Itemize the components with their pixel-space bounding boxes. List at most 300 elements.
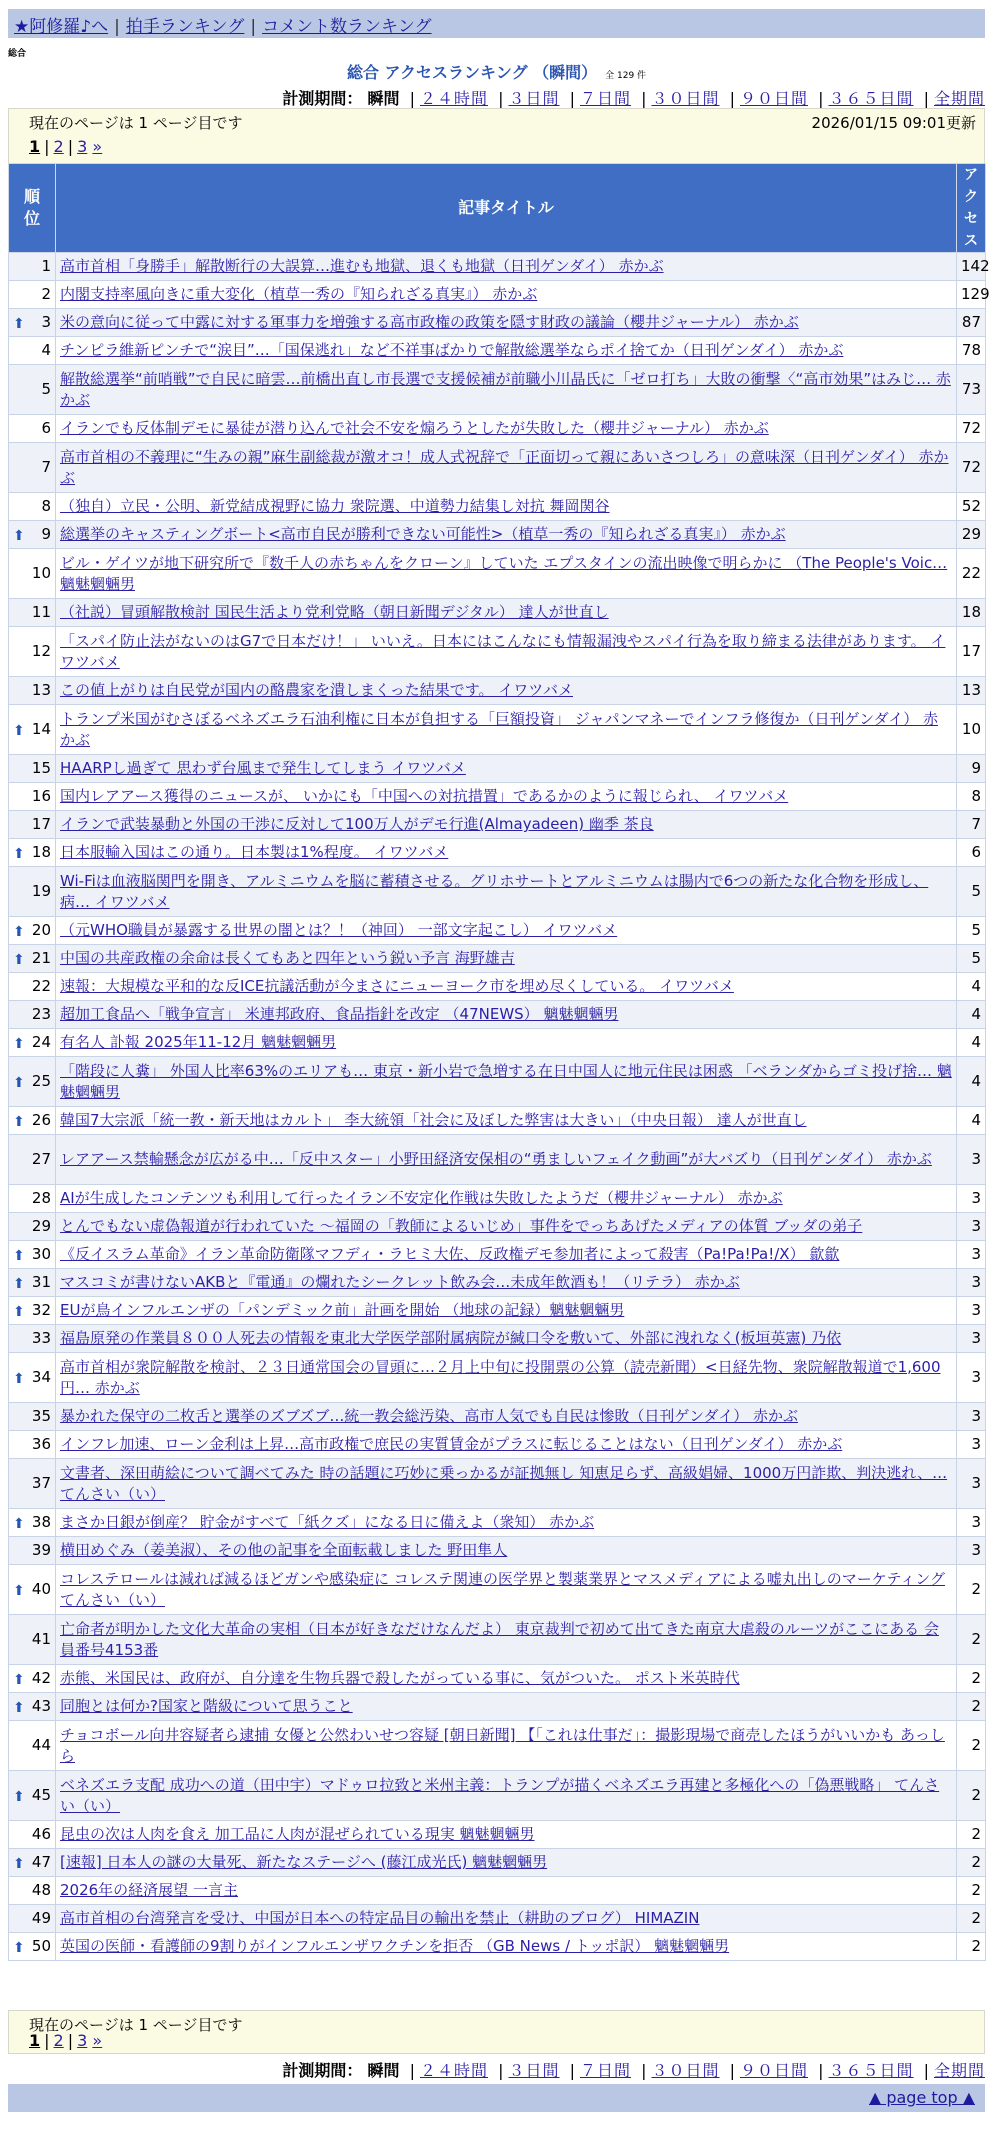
table-row	[9, 1057, 986, 1107]
title-cell	[56, 521, 957, 549]
pager-next[interactable]: »	[92, 2031, 103, 2050]
period-option-3d[interactable]: ３日間	[508, 89, 560, 108]
period-option-7d[interactable]: ７日間	[579, 89, 631, 108]
period-selected: 瞬間	[367, 89, 400, 108]
page-top-link[interactable]: ▲ page top ▲	[868, 2088, 975, 2107]
rank-number: 10	[31, 564, 51, 582]
period-option-365d[interactable]: ３６５日間	[828, 2061, 914, 2080]
rank-cell	[9, 1693, 56, 1721]
period-option-all[interactable]: 全期間	[933, 2061, 985, 2080]
title-cell	[56, 1821, 957, 1849]
up-arrow-icon: ⬆	[13, 1515, 25, 1532]
nav-separator: |	[114, 17, 120, 37]
rank-cell	[9, 973, 56, 1001]
rank-number: 45	[31, 1786, 51, 1804]
table-row	[9, 677, 986, 705]
title-cell	[56, 867, 957, 917]
article-link[interactable]: 福島原発の作業員８００人死去の情報を東北大学医学部附属病院が緘口令を敷いて、外部に洩れなく(板垣英憲) 乃依	[60, 1329, 842, 1347]
rank-number: 4	[41, 341, 51, 359]
rank-number: 22	[31, 977, 51, 995]
rank-number: 11	[31, 603, 51, 621]
table-row	[9, 415, 986, 443]
up-arrow-icon: ⬆	[13, 1370, 25, 1387]
rank-cell	[9, 549, 56, 599]
bottom-bar	[8, 2084, 985, 2112]
table-row	[9, 1135, 986, 1185]
pager-top: 1 | 2 | 3 »	[29, 137, 103, 156]
title-cell	[56, 1297, 957, 1325]
access-count: 4	[957, 1057, 986, 1107]
table-row	[9, 1615, 986, 1665]
rank-cell	[9, 1905, 56, 1933]
pager-next[interactable]: »	[92, 137, 103, 156]
rank-cell	[9, 1135, 56, 1185]
title-cell	[56, 1509, 957, 1537]
access-count: 72	[957, 415, 986, 443]
table-row	[9, 1213, 986, 1241]
table-row	[9, 1241, 986, 1269]
article-link[interactable]: （社説）冒頭解散検討 国民生活より党利党略（朝日新聞デジタル） 達人が世直し	[60, 603, 609, 621]
title-cell	[56, 917, 957, 945]
period-selector-bottom: 計測期間： 瞬間 | ２４時間 | ３日間 | ７日間 | ３０日間 | ９０日間 | ３６５日間 | 全期間	[282, 2061, 985, 2080]
title-cell	[56, 1431, 957, 1459]
rank-cell	[9, 1297, 56, 1325]
table-row	[9, 945, 986, 973]
up-arrow-icon: ⬆	[13, 1275, 25, 1292]
rank-cell	[9, 1459, 56, 1509]
ranking-table-body	[9, 253, 990, 1961]
category-label: 総合	[8, 49, 27, 59]
access-count: 8	[957, 783, 986, 811]
article-link[interactable]: イランでも反体制デモに暴徒が潜り込んで社会不安を煽ろうとしたが失敗した（櫻井ジャーナル） 赤かぶ	[60, 419, 769, 437]
rank-cell	[9, 1565, 56, 1615]
rank-cell	[9, 1431, 56, 1459]
table-row	[9, 365, 986, 415]
rank-cell	[9, 365, 56, 415]
article-link[interactable]: 中国の共産政権の余命は長くてもあと四年という鋭い予言 海野雄吉	[60, 949, 515, 967]
article-link[interactable]: 国内レアアース獲得のニュースが、 いかにも「中国への対抗措置」であるかのように報じられ、 イワツバメ	[60, 787, 789, 805]
access-count: 78	[957, 337, 986, 365]
rank-cell	[9, 1107, 56, 1135]
ranking-table	[8, 163, 990, 1961]
article-link[interactable]: 「階段に人糞」 外国人比率63%のエリアも… 東京・新小岩で急増する在日中国人に地元住民は困惑 「ベランダからゴミ投げ捨… 魑魅魍魎男	[60, 1061, 952, 1101]
up-arrow-icon: ⬆	[13, 1074, 25, 1091]
rank-number: 18	[31, 843, 51, 861]
rank-number: 30	[31, 1245, 51, 1263]
access-count: 2	[957, 1693, 986, 1721]
access-count: 52	[957, 493, 986, 521]
period-selected: 瞬間	[367, 2061, 400, 2080]
period-option-24h[interactable]: ２４時間	[419, 89, 488, 108]
title-cell	[56, 493, 957, 521]
rank-number: 44	[31, 1736, 51, 1754]
rank-number: 3	[41, 313, 51, 331]
title-cell	[56, 755, 957, 783]
article-link[interactable]: HAARPし過ぎて 思わず台風まで発生してしまう イワツバメ	[60, 759, 466, 777]
title-cell	[56, 1107, 957, 1135]
rank-number: 39	[31, 1541, 51, 1559]
article-link[interactable]: コレステロールは減れば減るほどガンや感染症に コレステ関連の医学界と製薬業界とマスメディアによる嘘丸出しのマーケティング てんさい（い）	[60, 1569, 945, 1609]
rank-number: 7	[41, 458, 51, 476]
article-link[interactable]: （元WHO職員が暴露する世界の闇とは？！（神回） 一部文字起こし） イワツバメ	[60, 921, 618, 939]
rank-number: 13	[31, 681, 51, 699]
up-arrow-icon: ⬆	[13, 1035, 25, 1052]
period-option-30d[interactable]: ３０日間	[651, 89, 720, 108]
article-link[interactable]: 文書者、深田萌絵について調べてみた 時の話題に巧妙に乗っかるが証拠無し 知恵足らず、高級娼婦、1000万円詐欺、判決逃れ、… てんさい（い）	[60, 1463, 948, 1503]
access-count: 4	[957, 1001, 986, 1029]
title-cell	[56, 253, 957, 281]
article-link[interactable]: チョコボール向井容疑者ら逮捕 女優と公然わいせつ容疑 [朝日新聞] 【「これは仕事だ」：撮影現場で商売したほうがいいかも あっしら	[60, 1725, 945, 1765]
period-option-24h[interactable]: ２４時間	[419, 2061, 488, 2080]
access-count: 2	[957, 1615, 986, 1665]
article-link[interactable]: 韓国7大宗派「統一教・新天地はカルト」 李大統領「社会に及ぼした弊害は大きい」（中央日報） 達人が世直し	[60, 1111, 807, 1129]
article-link[interactable]: 横田めぐみ（姜美淑）、その他の記事を全面転載しました 野田隼人	[60, 1541, 508, 1559]
rank-number: 1	[41, 257, 51, 275]
article-link[interactable]: ビル・ゲイツが地下研究所で『数千人の赤ちゃんをクローン』していた エプスタインの流出映像で明らかに （The People's Voic… 魑魅魍魎男	[60, 553, 948, 593]
access-count: 7	[957, 811, 986, 839]
rank-cell	[9, 1821, 56, 1849]
access-count: 2	[957, 1877, 986, 1905]
rank-number: 37	[31, 1474, 51, 1492]
article-link[interactable]: マスコミが書けないAKBと『電通』の爛れたシークレット飲み会…未成年飲酒も！（リテラ） 赤かぶ	[60, 1273, 740, 1291]
rank-cell	[9, 1269, 56, 1297]
period-option-365d[interactable]: ３６５日間	[828, 89, 914, 108]
access-count: 4	[957, 973, 986, 1001]
title-cell	[56, 627, 957, 677]
rank-cell	[9, 337, 56, 365]
rank-cell	[9, 783, 56, 811]
access-count: 3	[957, 1135, 986, 1185]
title-cell	[56, 1325, 957, 1353]
access-count: 142	[957, 253, 986, 281]
rank-number: 23	[31, 1005, 51, 1023]
article-link[interactable]: 米の意向に従って中露に対する軍事力を増強する高市政権の政策を隠す財政の議論（櫻井ジャーナル） 赤かぶ	[60, 313, 799, 331]
rank-number: 29	[31, 1217, 51, 1235]
title-cell	[56, 281, 957, 309]
access-count: 3	[957, 1431, 986, 1459]
page-info-bottom	[8, 2010, 985, 2054]
rank-number: 28	[31, 1189, 51, 1207]
article-link[interactable]: まさか日銀が倒産？ 貯金がすべて「紙クズ」になる日に備えよ（衆知） 赤かぶ	[60, 1513, 595, 1531]
title-cell	[56, 1057, 957, 1107]
title-cell	[56, 1459, 957, 1509]
article-link[interactable]: 亡命者が明かした文化大革命の実相（日本が好きなだけなんだよ） 東京裁判で初めて出てきた南京大虐殺のルーツがここにある 会員番号4153番	[60, 1619, 939, 1659]
access-count: 87	[957, 309, 986, 337]
article-link[interactable]: レアアース禁輸懸念が広がる中…「反中スター」小野田経済安保相の“勇ましいフェイク動画”が大バズり（日刊ゲンダイ） 赤かぶ	[60, 1150, 932, 1168]
rank-cell	[9, 1849, 56, 1877]
rank-cell	[9, 1001, 56, 1029]
up-arrow-icon: ⬆	[13, 923, 25, 940]
rank-cell	[9, 755, 56, 783]
table-row	[9, 1269, 986, 1297]
rank-cell	[9, 1185, 56, 1213]
table-row	[9, 1509, 986, 1537]
table-row	[9, 1297, 986, 1325]
title-cell	[56, 1933, 957, 1961]
access-count: 2	[957, 1821, 986, 1849]
article-link[interactable]: この値上がりは自民党が国内の酪農家を潰しまくった結果です。 イワツバメ	[60, 681, 573, 699]
title-cell	[56, 1185, 957, 1213]
total-count: 全 129 件	[605, 71, 647, 81]
up-arrow-icon: ⬆	[13, 1303, 25, 1320]
rank-number: 12	[31, 642, 51, 660]
table-row	[9, 1905, 986, 1933]
article-link[interactable]: トランプ米国がむさぼるベネズエラ石油利権に日本が負担する「巨額投資」 ジャパンマネーでインフラ修復か（日刊ゲンダイ） 赤かぶ	[60, 709, 939, 749]
table-row	[9, 309, 986, 337]
rank-cell	[9, 1771, 56, 1821]
rank-cell	[9, 521, 56, 549]
period-option-30d[interactable]: ３０日間	[651, 2061, 720, 2080]
rank-number: 21	[31, 949, 51, 967]
access-count: 3	[957, 1537, 986, 1565]
article-link[interactable]: 昆虫の次は人肉を食え 加工品に人肉が混ぜられている現実 魑魅魍魎男	[60, 1825, 535, 1843]
rank-cell	[9, 1665, 56, 1693]
rank-number: 31	[31, 1273, 51, 1291]
article-link[interactable]: 同胞とは何か?国家と階級について思うこと	[60, 1697, 353, 1715]
article-link[interactable]: 超加工食品へ「戦争宣言」 米連邦政府、食品指針を改定 （47NEWS） 魑魅魍魎男	[60, 1005, 619, 1023]
pager-link-3[interactable]: 3	[77, 2031, 88, 2050]
rank-cell	[9, 1325, 56, 1353]
up-arrow-icon: ⬆	[13, 527, 25, 544]
access-count: 3	[957, 1241, 986, 1269]
table-row	[9, 443, 986, 493]
article-link[interactable]: 英国の医師・看護師の9割りがインフルエンザワクチンを拒否 （GB News / トッポ訳） 魑魅魍魎男	[60, 1937, 730, 1955]
rank-number: 49	[31, 1909, 51, 1927]
article-link[interactable]: 解散総選挙“前哨戦”で自民に暗雲…前橋出直し市長選で支援候補が前職小川晶氏に「ゼロ打ち」大敗の衝撃〈“高市効果”はみじ… 赤かぶ	[60, 369, 951, 409]
period-option-7d[interactable]: ７日間	[579, 2061, 631, 2080]
access-count: 72	[957, 443, 986, 493]
table-row	[9, 549, 986, 599]
article-link[interactable]: （独自）立民・公明、新党結成視野に協力 衆院選、中道勢力結集し対抗 舞岡関谷	[60, 497, 610, 515]
access-count: 3	[957, 1509, 986, 1537]
access-count: 3	[957, 1353, 986, 1403]
table-row	[9, 1325, 986, 1353]
access-count: 2	[957, 1665, 986, 1693]
table-row	[9, 917, 986, 945]
pager-link-2[interactable]: 2	[53, 2031, 64, 2050]
rank-cell	[9, 1721, 56, 1771]
table-row	[9, 1537, 986, 1565]
access-count: 3	[957, 1459, 986, 1509]
current-page-text: 現在のページは 1 ページ目です	[29, 114, 243, 132]
table-row	[9, 1877, 986, 1905]
rank-number: 17	[31, 815, 51, 833]
column-header-access: アクセス	[957, 164, 986, 253]
title-cell	[56, 1029, 957, 1057]
article-link[interactable]: とんでもない虚偽報道が行われていた ～福岡の「教師によるいじめ」事件をでっちあげたメディアの体質 ブッダの弟子	[60, 1217, 863, 1235]
article-link[interactable]: 2026年の経済展望 一言主	[60, 1881, 238, 1899]
nav-link-clap-ranking[interactable]: 拍手ランキング	[125, 17, 245, 37]
up-arrow-icon: ⬆	[13, 951, 25, 968]
table-row	[9, 253, 986, 281]
article-link[interactable]: EUが鳥インフルエンザの「パンデミック前」計画を開始 （地球の記録）魑魅魍魎男	[60, 1301, 625, 1319]
updated-time: 2026/01/15 09:01更新	[811, 114, 976, 132]
rank-number: 20	[31, 921, 51, 939]
article-link[interactable]: 内閣支持率風向きに重大変化（植草一秀の『知られざる真実』） 赤かぶ	[60, 285, 538, 303]
rank-number: 47	[31, 1853, 51, 1871]
rank-number: 14	[31, 720, 51, 738]
title-cell	[56, 365, 957, 415]
title-cell	[56, 1213, 957, 1241]
table-row	[9, 811, 986, 839]
rank-cell	[9, 1213, 56, 1241]
table-row	[9, 337, 986, 365]
access-count: 17	[957, 627, 986, 677]
title-cell	[56, 337, 957, 365]
nav-link-comment-ranking[interactable]: コメント数ランキング	[262, 17, 432, 37]
table-row	[9, 1565, 986, 1615]
title-cell	[56, 599, 957, 627]
article-link[interactable]: AIが生成したコンテンツも利用して行ったイラン不安定化作戦は失敗したようだ（櫻井ジャーナル） 赤かぶ	[60, 1189, 783, 1207]
access-count: 2	[957, 1771, 986, 1821]
table-row	[9, 1353, 986, 1403]
article-link[interactable]: 高市首相の台湾発言を受け、中国が日本への特定品目の輸出を禁止（耕助のブログ） HIMAZIN	[60, 1909, 700, 1927]
rank-number: 36	[31, 1435, 51, 1453]
up-arrow-icon: ⬆	[13, 1582, 25, 1599]
up-arrow-icon: ⬆	[13, 845, 25, 862]
access-count: 22	[957, 549, 986, 599]
rank-number: 26	[31, 1111, 51, 1129]
article-link[interactable]: イランで武装暴動と外国の干渉に反対して100万人がデモ行進(Almayadeen) 幽季 茶良	[60, 815, 654, 833]
rank-number: 46	[31, 1825, 51, 1843]
rank-number: 35	[31, 1407, 51, 1425]
article-link[interactable]: 《反イスラム革命》イラン革命防衛隊マフディ・ラヒミ大佐、反政権デモ参加者によって殺害（Pa!Pa!Pa!/X） 歙歙	[60, 1245, 840, 1263]
page-info-top	[8, 108, 985, 164]
period-option-90d[interactable]: ９０日間	[739, 89, 808, 108]
article-link[interactable]: 赤熊、米国民は、政府が、自分達を生物兵器で殺したがっている事に、気がついた。 ポスト米英時代	[60, 1669, 740, 1687]
article-link[interactable]: 総選挙のキャスティングボート<高市自民が勝利できない可能性>（植草一秀の『知られざる真実』） 赤かぶ	[60, 525, 786, 543]
access-count: 4	[957, 1029, 986, 1057]
rank-number: 24	[31, 1033, 51, 1051]
table-row	[9, 1403, 986, 1431]
pager-bottom: 1 | 2 | 3 »	[29, 2031, 103, 2050]
rank-cell	[9, 811, 56, 839]
article-link[interactable]: 「スパイ防止法がないのはG7で日本だけ！」 いいえ。日本にはこんなにも情報漏洩やスパイ行為を取り締まる法律があります。 イワツバメ	[60, 631, 946, 671]
rank-cell	[9, 281, 56, 309]
article-link[interactable]: 高市首相が衆院解散を検討、２３日通常国会の冒頭に…２月上中旬に投開票の公算（読売新聞）<日経先物、衆院解散報道で1,600円… 赤かぶ	[60, 1357, 941, 1397]
rank-number: 42	[31, 1669, 51, 1687]
article-link[interactable]: 日本服輸入国はこの通り。日本製は1%程度。 イワツバメ	[60, 843, 449, 861]
table-row	[9, 1821, 986, 1849]
article-link[interactable]: チンピラ維新ピンチで“涙目”…「国保逃れ」など不祥事ばかりで解散総選挙ならポイ捨てか（日刊ゲンダイ） 赤かぶ	[60, 341, 844, 359]
period-option-all[interactable]: 全期間	[933, 89, 985, 108]
period-option-90d[interactable]: ９０日間	[739, 2061, 808, 2080]
access-count: 2	[957, 1721, 986, 1771]
period-option-3d[interactable]: ３日間	[508, 2061, 560, 2080]
table-row	[9, 867, 986, 917]
title-cell	[56, 1693, 957, 1721]
title-cell	[56, 811, 957, 839]
table-row	[9, 1185, 986, 1213]
rank-cell	[9, 1537, 56, 1565]
pager-link-3[interactable]: 3	[77, 137, 88, 156]
access-count: 5	[957, 917, 986, 945]
access-count: 10	[957, 705, 986, 755]
rank-cell	[9, 443, 56, 493]
top-nav-bar	[8, 9, 985, 38]
article-link[interactable]: 速報：大規模な平和的な反ICE抗議活動が今まさにニューヨーク市を埋め尽くしている。 イワツバメ	[60, 977, 734, 995]
table-row	[9, 839, 986, 867]
current-page-text: 現在のページは 1 ページ目です	[29, 2016, 243, 2034]
article-link[interactable]: 高市首相「身勝手」解散断行の大誤算…進むも地獄、退くも地獄（日刊ゲンダイ） 赤かぶ	[60, 257, 664, 275]
period-selector-top: 計測期間： 瞬間 | ２４時間 | ３日間 | ７日間 | ３０日間 | ９０日間 | ３６５日間 | 全期間	[282, 89, 985, 108]
title-cell	[56, 705, 957, 755]
table-row	[9, 521, 986, 549]
title-cell	[56, 309, 957, 337]
rank-number: 6	[41, 419, 51, 437]
up-arrow-icon: ⬆	[13, 1113, 25, 1130]
rank-cell	[9, 867, 56, 917]
access-count: 13	[957, 677, 986, 705]
article-link[interactable]: 高市首相の不義理に“生みの親”麻生副総裁が激オコ！成人式祝辞で「正面切って親にあいさつしろ」の意味深（日刊ゲンダイ） 赤かぶ	[60, 447, 949, 487]
article-link[interactable]: [速報] 日本人の謎の大量死、新たなステージへ (藤江成光氏) 魑魅魍魎男	[60, 1853, 548, 1871]
title-cell	[56, 1403, 957, 1431]
rank-number: 41	[31, 1630, 51, 1648]
table-row	[9, 1431, 986, 1459]
title-cell	[56, 1771, 957, 1821]
pager-current: 1	[29, 2031, 41, 2050]
table-row	[9, 1849, 986, 1877]
article-link[interactable]: ベネズエラ支配 成功への道（田中宇）マドゥロ拉致と米州主義：トランプが描くベネズエラ再建と多極化への「偽悪戦略」 てんさい（い）	[60, 1775, 940, 1815]
article-link[interactable]: 有名人 訃報 2025年11-12月 魑魅魍魎男	[60, 1033, 337, 1051]
title-cell	[56, 549, 957, 599]
table-row	[9, 493, 986, 521]
up-arrow-icon: ⬆	[13, 315, 25, 332]
table-row	[9, 1459, 986, 1509]
title-cell	[56, 677, 957, 705]
rank-number: 2	[41, 285, 51, 303]
rank-number: 16	[31, 787, 51, 805]
access-count: 3	[957, 1269, 986, 1297]
column-header-rank: 順位	[9, 164, 56, 253]
rank-number: 5	[41, 380, 51, 398]
article-link[interactable]: Wi-Fiは血液脳関門を開き、アルミニウムを脳に蓄積させる。グリホサートとアルミニウムは腸内で6つの新たな化合物を形成し、病… イワツバメ	[60, 871, 929, 911]
rank-number: 32	[31, 1301, 51, 1319]
up-arrow-icon: ⬆	[13, 1247, 25, 1264]
article-link[interactable]: インフレ加速、ローン金利は上昇…高市政権で庶民の実質賃金がプラスに転じることはない（日刊ゲンダイ） 赤かぶ	[60, 1435, 843, 1453]
rank-cell	[9, 1509, 56, 1537]
title-cell	[56, 1877, 957, 1905]
rank-number: 40	[31, 1580, 51, 1598]
pager-link-2[interactable]: 2	[53, 137, 64, 156]
title-cell	[56, 415, 957, 443]
access-count: 4	[957, 1107, 986, 1135]
rank-number: 48	[31, 1881, 51, 1899]
table-header-row	[9, 164, 986, 253]
table-row	[9, 1001, 986, 1029]
article-link[interactable]: 暴かれた保守の二枚舌と選挙のズブズブ…統一教会総汚染、高市人気でも自民は惨敗（日刊ゲンダイ） 赤かぶ	[60, 1407, 798, 1425]
rank-number: 33	[31, 1329, 51, 1347]
title-cell	[56, 1849, 957, 1877]
rank-number: 15	[31, 759, 51, 777]
title-cell	[56, 945, 957, 973]
table-row	[9, 1693, 986, 1721]
title-cell	[56, 839, 957, 867]
up-arrow-icon: ⬆	[13, 1788, 25, 1805]
title-cell	[56, 1905, 957, 1933]
title-cell	[56, 1615, 957, 1665]
nav-link-home[interactable]: ★阿修羅♪へ	[14, 17, 109, 37]
rank-number: 43	[31, 1697, 51, 1715]
rank-cell	[9, 677, 56, 705]
nav-separator: |	[250, 17, 257, 37]
up-arrow-icon: ⬆	[13, 1855, 25, 1872]
table-row	[9, 783, 986, 811]
access-count: 2	[957, 1933, 986, 1961]
rank-cell	[9, 309, 56, 337]
access-count: 3	[957, 1403, 986, 1431]
rank-number: 8	[41, 497, 51, 515]
